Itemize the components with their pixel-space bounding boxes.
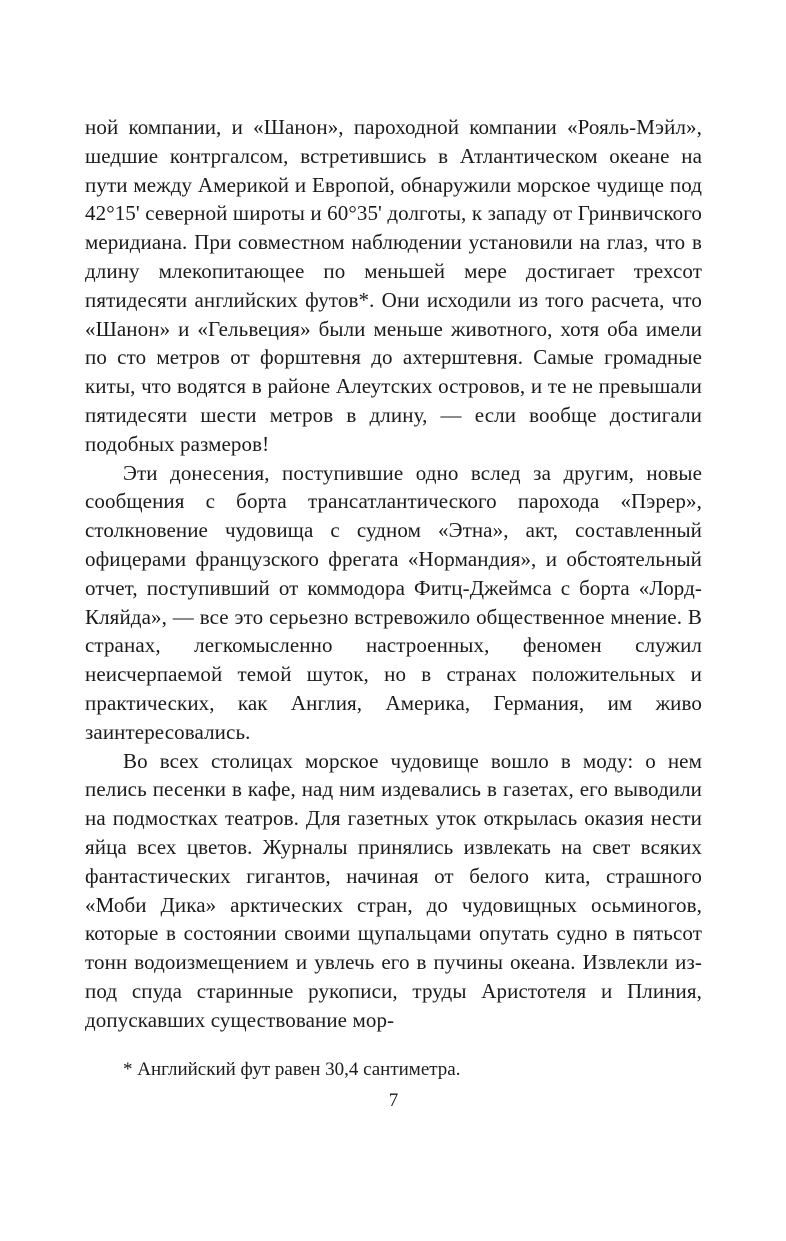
paragraph: Эти донесения, поступившие одно вслед за другим, новые сообщения с борта трансатлантического парохода «Пэрер», столкновение чудовища с судном «Этна», акт, составленный офицерами французского фрегата «Нормандия», и обстоятельный отчет, поступивший от коммодора Фитц-Джеймса с борта «Лорд-Кляйда», — все это серьезно встревожило общественное мнение. В странах, легкомысленно настроенных, феномен служил неисчерпаемой темой шуток, но в странах положительных и практических, как Англия, Америка, Германия, им живо заинтересовались.: [85, 460, 702, 744]
text-block: [85, 113, 702, 1082]
page-number: 7: [388, 1090, 399, 1111]
footnote: * Английский фут равен 30,4 сантиметра.: [123, 1058, 461, 1080]
paragraph: Во всех столицах морское чудовище вошло в моду: о нем пелись песенки в кафе, над ним издевались в газетах, его выводили на подмостках театров. Для газетных уток открылась оказия нести яйца всех цветов. Журналы принялись извлекать на свет всяких фантастических гигантов, начиная от белого кита, страшного «Моби Дика» арктических стран, до чудовищных осьминогов, которые в состоянии своими щупальцами опутать судно в пятьсот тонн водоизмещением и увлечь его в пучины океана. Извлекли из-под спуда старинные рукописи, труды Аристотеля и Плиния, допускавших существование мор-: [85, 748, 702, 1032]
paragraph-continuation: ной компании, и «Шанон», пароходной компании «Рояль-Мэйл», шедшие контргалсом, встретившись в Атлантическом океане на пути между Америкой и Европой, обнаружили морское чудище под 42°15' северной широты и 60°35' долготы, к западу от Гринвичского меридиана. При совместном наблюдении установили на глаз, что в длину млекопитающее по меньшей мере достигает трехсот пятидесяти английских футов*. Они исходили из того расчета, что «Шанон» и «Гельвеция» были меньше животного, хотя оба имели по сто метров от форштевня до ахтерштевня. Самые громадные киты, что водятся в районе Алеутских островов, и те не превышали пятидесяти шести метров в длину, — если вообще достигали подобных размеров!: [85, 115, 702, 456]
